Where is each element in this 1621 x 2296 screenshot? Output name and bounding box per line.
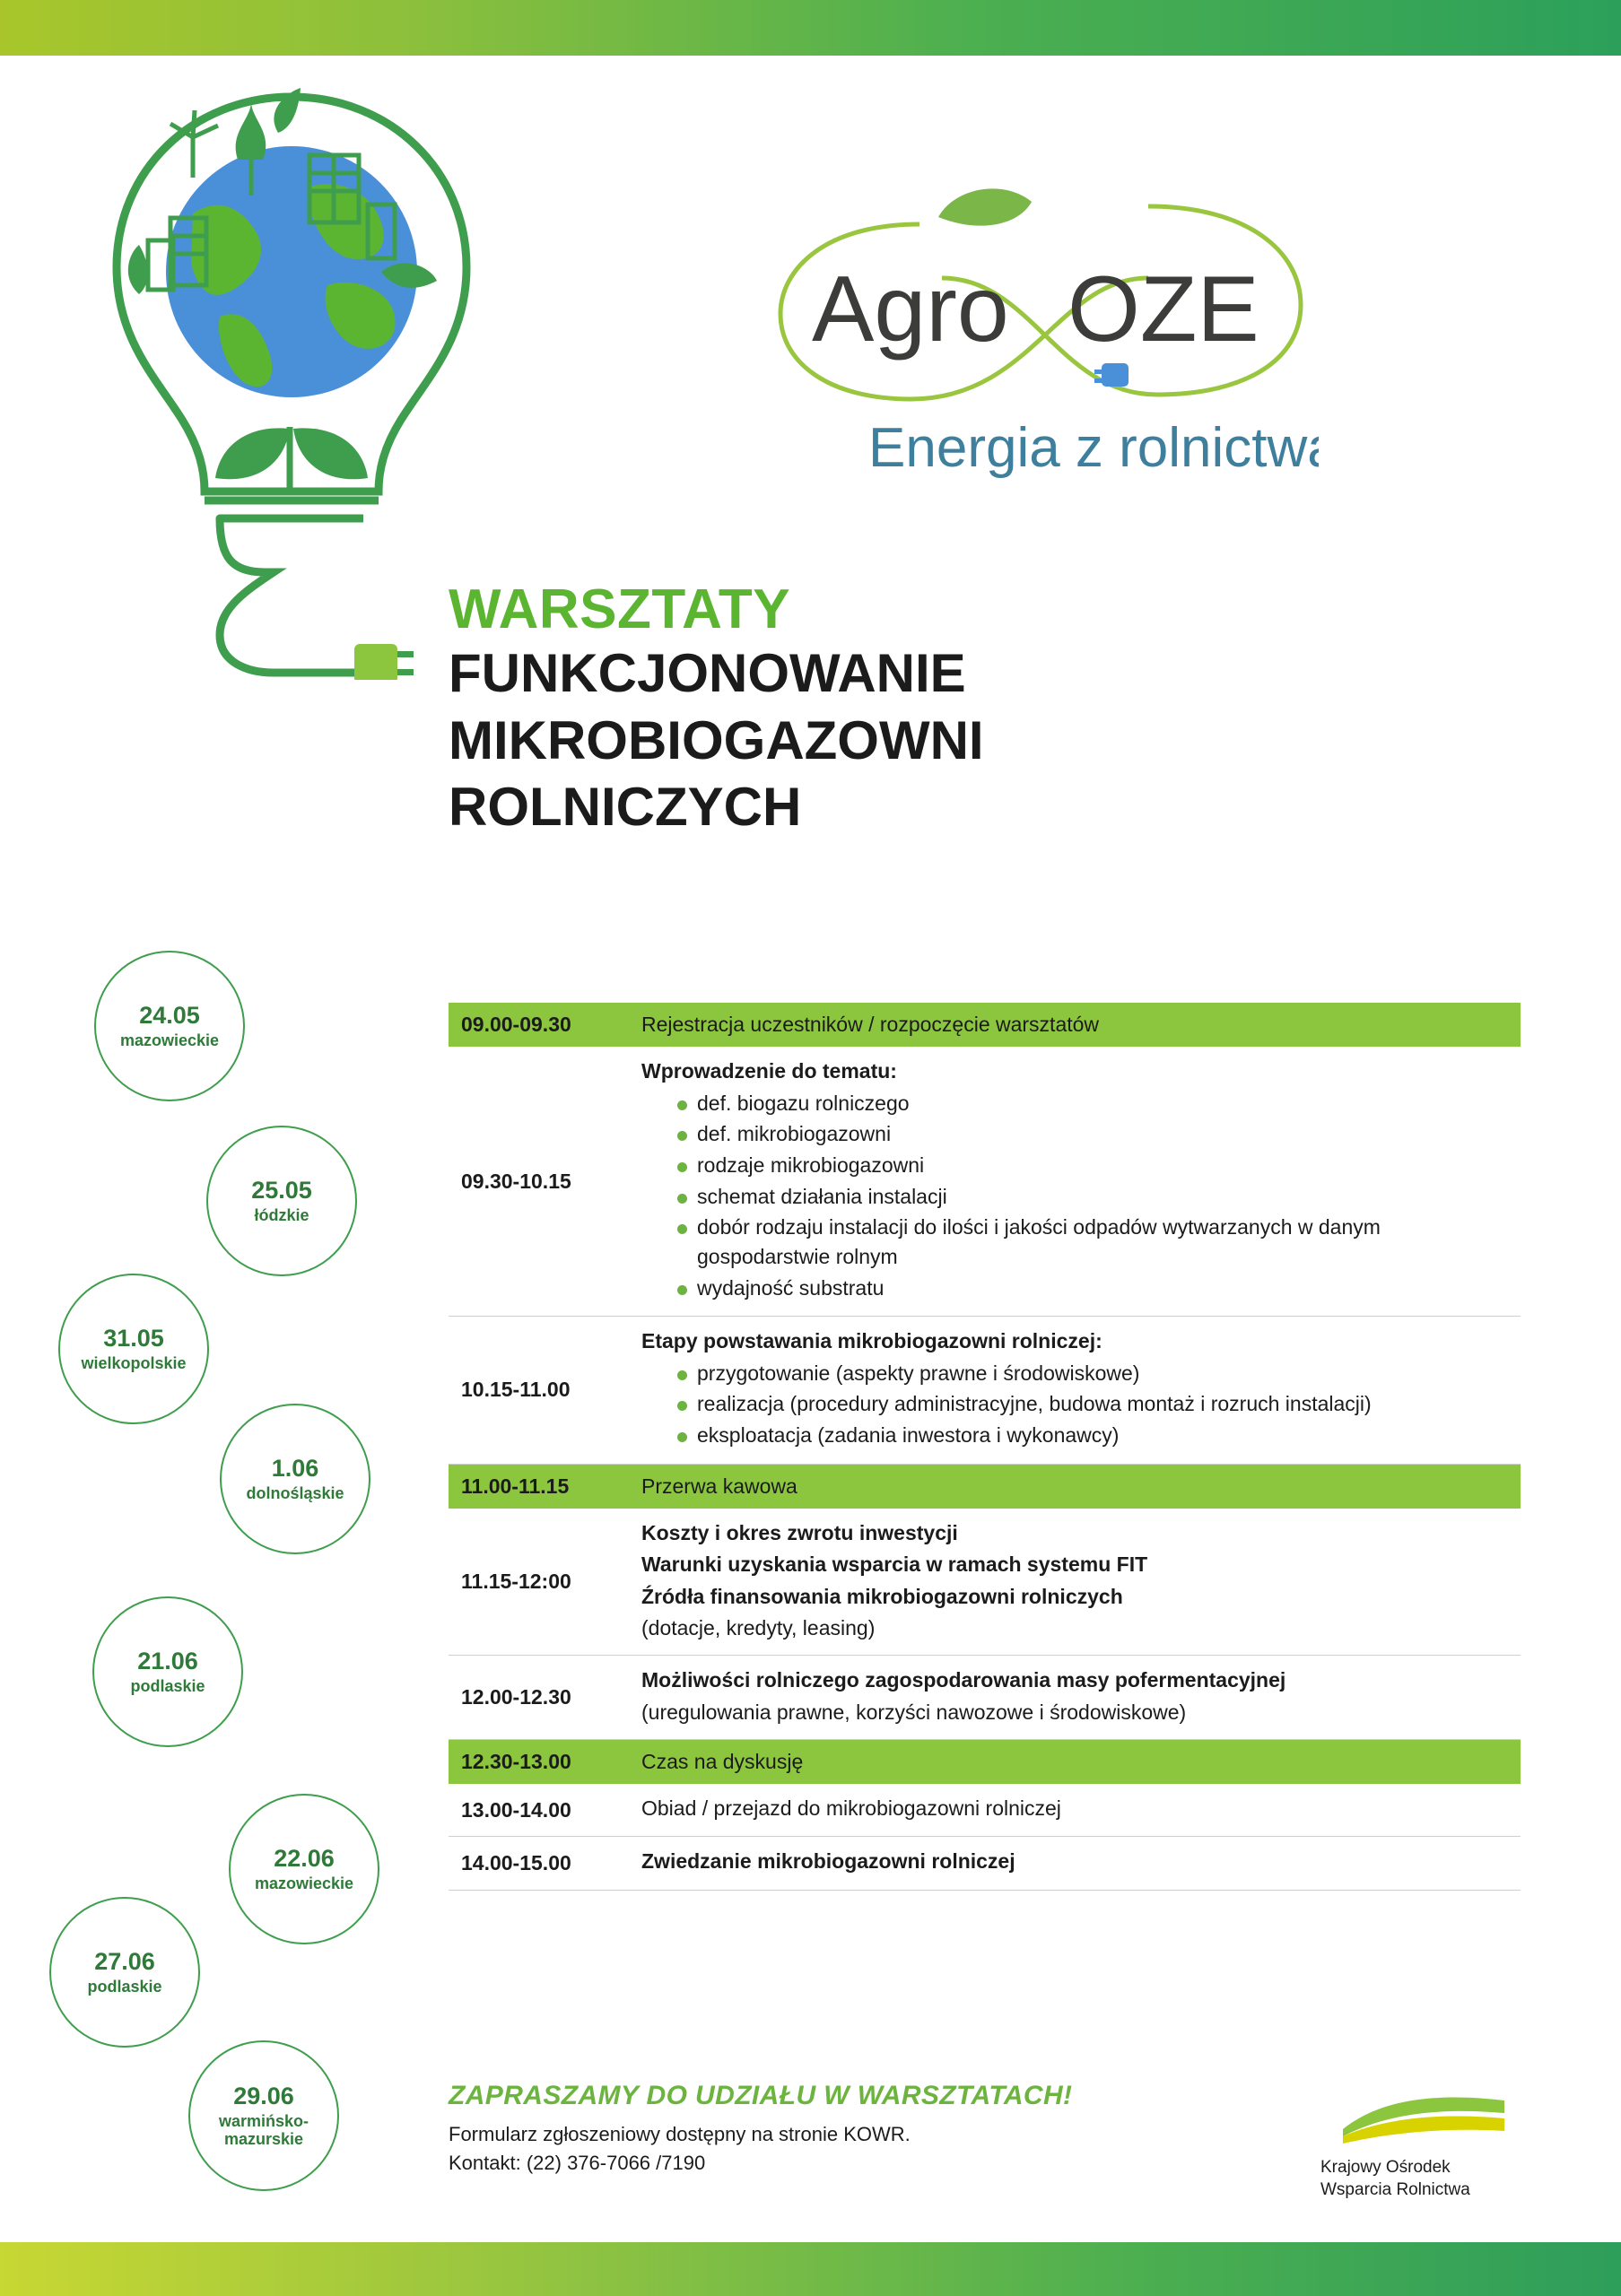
page-subtitle-3: ROLNICZYCH <box>449 777 802 838</box>
table-row <box>449 1003 1521 1047</box>
schedule-note: (uregulowania prawne, korzyści nawozowe i środowiskowe) <box>641 1700 1187 1724</box>
footer-contact-phone: Kontakt: (22) 376-7066 /7190 <box>449 2151 706 2174</box>
schedule-heading: Zwiedzanie mikrobiogazowni rolniczej <box>641 1848 1015 1873</box>
date-value: 1.06 <box>271 1455 319 1483</box>
table-row <box>449 1509 1521 1656</box>
logo-text-oze: OZE <box>1068 257 1259 361</box>
date-region: podlaskie <box>87 1977 162 1996</box>
date-value: 24.05 <box>139 1002 200 1030</box>
date-region: warmińsko-mazurskie <box>218 2111 309 2148</box>
list-item: eksploatacja (zadania inwestora i wykonawcy) <box>675 1421 1512 1450</box>
schedule-heading: Koszty i okres zwrotu inwestycji <box>641 1520 958 1544</box>
kowr-name-line1: Krajowy Ośrodek <box>1320 2158 1451 2177</box>
logo-text-agro: Agro <box>812 257 1009 361</box>
schedule-heading: Wprowadzenie do tematu: <box>641 1059 897 1083</box>
schedule-description: Przerwa kawowa <box>641 1474 797 1498</box>
schedule-heading: Etapy powstawania mikrobiogazowni rolniczej: <box>641 1329 1102 1353</box>
date-value: 21.06 <box>137 1648 198 1675</box>
table-row <box>449 1784 1521 1836</box>
footer-cta: ZAPRASZAMY DO UDZIAŁU W WARSZTATACH! <box>449 2081 1073 2110</box>
date-bubble <box>220 1404 370 1554</box>
table-row <box>449 1837 1521 1891</box>
list-item: wydajność substratu <box>675 1274 1512 1303</box>
date-value: 29.06 <box>233 2083 294 2110</box>
schedule-heading: Możliwości rolniczego zagospodarowania masy pofermentacyjnej <box>641 1668 1286 1692</box>
footer-form-info: Formularz zgłoszeniowy dostępny na stronie KOWR. <box>449 2123 911 2145</box>
schedule-bullet-list <box>641 1089 1512 1303</box>
date-value: 22.06 <box>274 1845 335 1873</box>
list-item: dobór rodzaju instalacji do ilości i jakości odpadów wytwarzanych w danym gospodarstwie rolnym <box>675 1213 1512 1271</box>
list-item: def. mikrobiogazowni <box>675 1119 1512 1149</box>
schedule-time: 14.00-15.00 <box>461 1850 571 1874</box>
schedule-note: (dotacje, kredyty, leasing) <box>641 1615 876 1639</box>
table-row <box>449 1740 1521 1784</box>
date-region: dolnośląskie <box>246 1483 344 1502</box>
schedule-time: 12.00-12.30 <box>461 1685 571 1709</box>
date-region: podlaskie <box>130 1676 205 1695</box>
schedule-heading: Źródła finansowania mikrobiogazowni rolniczych <box>641 1584 1123 1608</box>
eco-bulb-globe-icon <box>85 70 498 680</box>
footer-contact <box>449 2081 1256 2178</box>
top-gradient-bar <box>0 0 1621 56</box>
list-item: def. biogazu rolniczego <box>675 1089 1512 1118</box>
poster-titles <box>449 578 1552 841</box>
page-subtitle-2: MIKROBIOGAZOWNI <box>449 709 984 770</box>
schedule-description: Czas na dyskusję <box>641 1750 804 1773</box>
bottom-gradient-bar <box>0 2242 1621 2296</box>
schedule-time: 11.00-11.15 <box>461 1474 570 1498</box>
date-bubble <box>94 951 245 1101</box>
table-row <box>449 1465 1521 1509</box>
schedule-time: 13.00-14.00 <box>461 1797 571 1822</box>
schedule-description <box>641 1509 1521 1655</box>
list-item: przygotowanie (aspekty prawne i środowiskowe) <box>675 1359 1512 1388</box>
dates-list <box>49 951 471 2161</box>
date-region: mazowieckie <box>119 1031 220 1049</box>
kowr-name-line2: Wsparcia Rolnictwa <box>1320 2179 1470 2199</box>
schedule-time: 12.30-13.00 <box>461 1750 571 1774</box>
list-item: rodzaje mikrobiogazowni <box>675 1151 1512 1180</box>
page-title: WARSZTATY <box>449 578 791 640</box>
date-value: 25.05 <box>251 1177 312 1205</box>
kowr-mark-icon <box>1334 2090 1513 2145</box>
schedule-time: 09.30-10.15 <box>461 1169 571 1193</box>
date-bubble <box>229 1794 379 1944</box>
schedule-time: 11.15-12:00 <box>461 1570 571 1594</box>
date-bubble <box>92 1596 243 1747</box>
date-bubble <box>206 1126 357 1276</box>
table-row <box>449 1317 1521 1464</box>
schedule-time: 10.15-11.00 <box>461 1378 571 1402</box>
table-row <box>449 1656 1521 1740</box>
page-subtitle-1: FUNKCJONOWANIE <box>449 643 966 704</box>
list-item: realizacja (procedury administracyjne, budowa montaż i rozruch instalacji) <box>675 1389 1512 1419</box>
schedule-description <box>641 1317 1521 1463</box>
date-bubble <box>58 1274 209 1424</box>
date-value: 31.05 <box>103 1325 164 1352</box>
schedule-description: Rejestracja uczestników / rozpoczęcie warsztatów <box>641 1013 1100 1036</box>
logo-tagline: Energia z rolnictwa <box>868 417 1319 479</box>
schedule-description <box>641 1656 1521 1739</box>
schedule-description: Obiad / przejazd do mikrobiogazowni rolniczej <box>641 1796 1061 1821</box>
schedule-heading: Warunki uzyskania wsparcia w ramach systemu FIT <box>641 1552 1148 1577</box>
schedule-time: 09.00-09.30 <box>461 1013 571 1037</box>
date-bubble <box>49 1897 200 2048</box>
schedule-description <box>641 1047 1521 1316</box>
date-value: 27.06 <box>94 1948 155 1976</box>
date-bubble <box>188 2040 339 2191</box>
agro-oze-logo <box>763 170 1319 493</box>
schedule-description <box>641 1837 1521 1890</box>
table-row <box>449 1047 1521 1317</box>
kowr-logo <box>1320 2090 1527 2201</box>
list-item: schemat działania instalacji <box>675 1182 1512 1212</box>
date-region: mazowieckie <box>254 1874 354 1892</box>
schedule-bullet-list <box>641 1359 1512 1450</box>
schedule-table <box>449 1003 1521 1891</box>
date-region: łódzkie <box>254 1205 309 1224</box>
date-region: wielkopolskie <box>81 1353 187 1372</box>
